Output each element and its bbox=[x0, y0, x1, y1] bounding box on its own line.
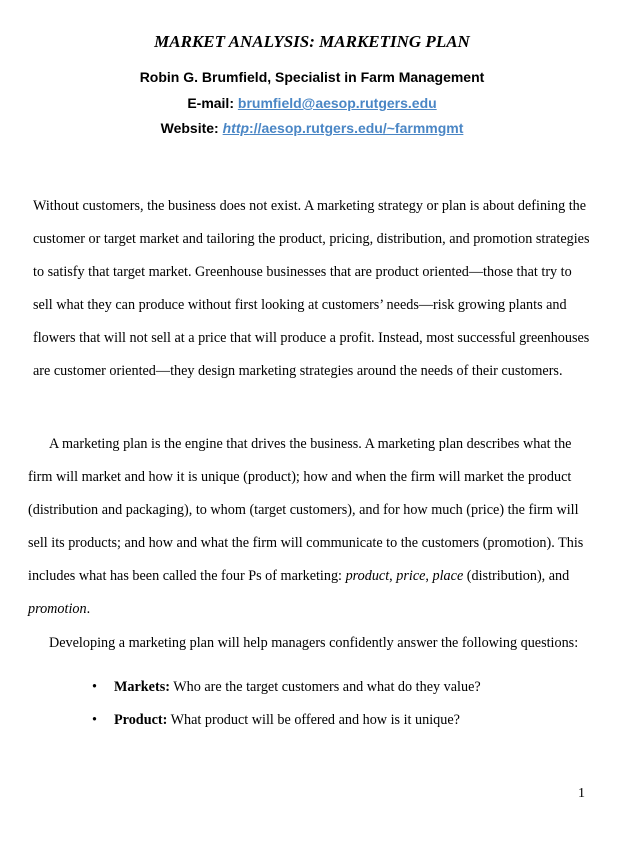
term-place: place bbox=[432, 568, 464, 584]
paragraph-marketing-plan-text: A marketing plan is the engine that drives the business. A marketing plan describes what the firm will market and how it is unique (product); how and when the firm will market the product (distribution and packaging), to whom (target customers), and for how much (price) the firm will sell its products; and how and what the firm will communicate to the customers (promotion). This includes what has been called the four Ps of marketing: bbox=[28, 436, 584, 584]
list-item-term: Markets: bbox=[114, 679, 170, 695]
paragraph-questions-intro: Developing a marketing plan will help managers confidently answer the following questions: bbox=[49, 635, 579, 651]
list-item bbox=[92, 704, 592, 737]
website-link-rest: ://aesop.rutgers.edu/~farmmgmt bbox=[249, 120, 464, 136]
list-item-text: What product will be offered and how is it unique? bbox=[167, 712, 460, 728]
term-price: price bbox=[396, 568, 426, 584]
separator: , bbox=[389, 568, 397, 584]
email-label: E-mail: bbox=[187, 95, 234, 111]
bullet-marker: • bbox=[92, 679, 97, 695]
website-link[interactable] bbox=[223, 120, 464, 136]
separator: , bbox=[425, 568, 433, 584]
questions-list bbox=[92, 671, 592, 737]
list-item-term: Product: bbox=[114, 712, 168, 728]
document-title: MARKET ANALYSIS: MARKETING PLAN bbox=[154, 32, 470, 51]
website-line bbox=[0, 120, 624, 136]
list-item-text: Who are the target customers and what do they value? bbox=[169, 679, 481, 695]
paragraph-marketing-plan bbox=[28, 428, 594, 626]
paragraph-customers: Without customers, the business does not exist. A marketing strategy or plan is about defining the customer or target market and tailoring the product, pricing, distribution, and promotion strategies to satisfy that target market. Greenhouse businesses that are product oriented—those that try to sell what they can produce without first looking at customers’ needs—risk growing plants and flowers that will not sell at a price that will produce a profit. Instead, most successful greenhouses are customer oriented—they design marketing strategies around the needs of their customers. bbox=[33, 198, 590, 379]
paragraph-marketing-plan-mid: (distribution), and bbox=[463, 568, 570, 584]
term-product: product bbox=[345, 568, 390, 584]
email-link[interactable]: brumfield@aesop.rutgers.edu bbox=[237, 95, 437, 111]
page-number: 1 bbox=[578, 786, 585, 801]
bullet-marker: • bbox=[92, 712, 97, 728]
author-line: Robin G. Brumfield, Specialist in Farm Management bbox=[139, 69, 485, 85]
paragraph-marketing-plan-end: . bbox=[86, 601, 91, 617]
list-item bbox=[92, 671, 592, 704]
website-label: Website: bbox=[160, 120, 219, 136]
website-link-scheme: http bbox=[222, 120, 250, 136]
term-promotion: promotion bbox=[28, 601, 87, 617]
email-line bbox=[0, 95, 624, 111]
